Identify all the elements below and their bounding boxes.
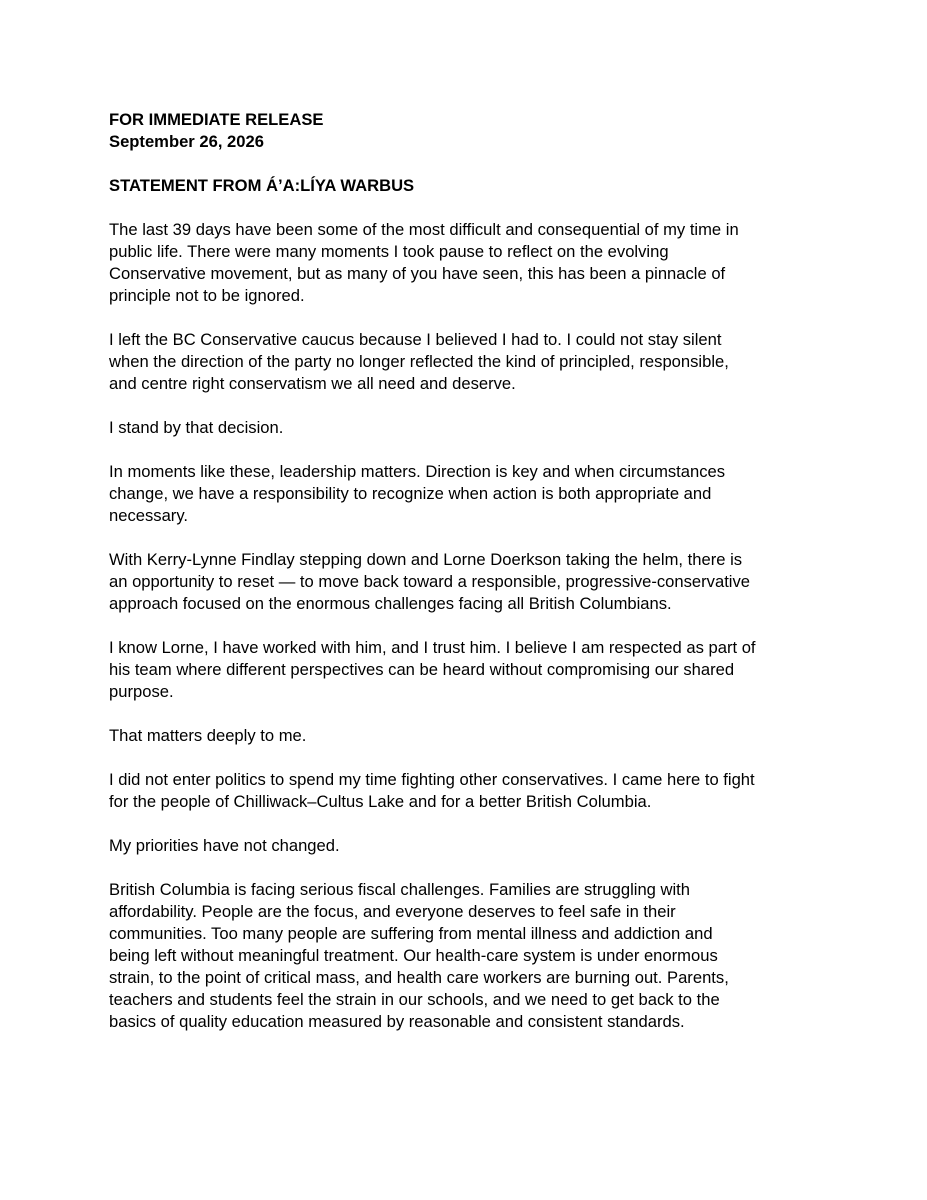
- paragraph-7: That matters deeply to me.: [109, 726, 307, 745]
- press-release-document: [109, 109, 829, 1033]
- paragraph-5: With Kerry-Lynne Findlay stepping down and Lorne Doerkson taking the helm, there is an opportunity to reset — to move back toward a responsible, progressive-conservative approach focused on the enormous challenges facing all British Columbians.: [109, 550, 751, 613]
- paragraph-1: The last 39 days have been some of the most difficult and consequential of my time in public life. There were many moments I took pause to reflect on the evolving Conservative movement, but as many of you have seen, this has been a pinnacle of principle not to be ignored.: [109, 220, 739, 305]
- paragraph-10: British Columbia is facing serious fiscal challenges. Families are struggling with affordability. People are the focus, and everyone deserves to feel safe in their communities. Too many people are suffering from mental illness and addiction and being left without meaningful treatment. Our health-care system is under enormous strain, to the point of critical mass, and health care workers are burning out. Parents, teachers and students feel the strain in our schools, and we need to get back to the basics of quality education measured by reasonable and consistent standards.: [109, 880, 729, 1031]
- paragraph-8: I did not enter politics to spend my time fighting other conservatives. I came here to fight for the people of Chilliwack–Cultus Lake and for a better British Columbia.: [109, 770, 755, 811]
- release-label: FOR IMMEDIATE RELEASE: [109, 110, 324, 129]
- paragraph-9: My priorities have not changed.: [109, 836, 340, 855]
- paragraph-2: I left the BC Conservative caucus because I believed I had to. I could not stay silent when the direction of the party no longer reflected the kind of principled, responsible, and centre right conservatism we all need and deserve.: [109, 330, 729, 393]
- statement-title: STATEMENT FROM Á’A:LÍYA WARBUS: [109, 176, 415, 195]
- release-date: September 26, 2026: [109, 132, 264, 151]
- paragraph-3: I stand by that decision.: [109, 418, 284, 437]
- paragraph-6: I know Lorne, I have worked with him, and I trust him. I believe I am respected as part of his team where different perspectives can be heard without compromising our shared purpose.: [109, 638, 756, 701]
- paragraph-4: In moments like these, leadership matters. Direction is key and when circumstances change, we have a responsibility to recognize when action is both appropriate and necessary.: [109, 462, 726, 525]
